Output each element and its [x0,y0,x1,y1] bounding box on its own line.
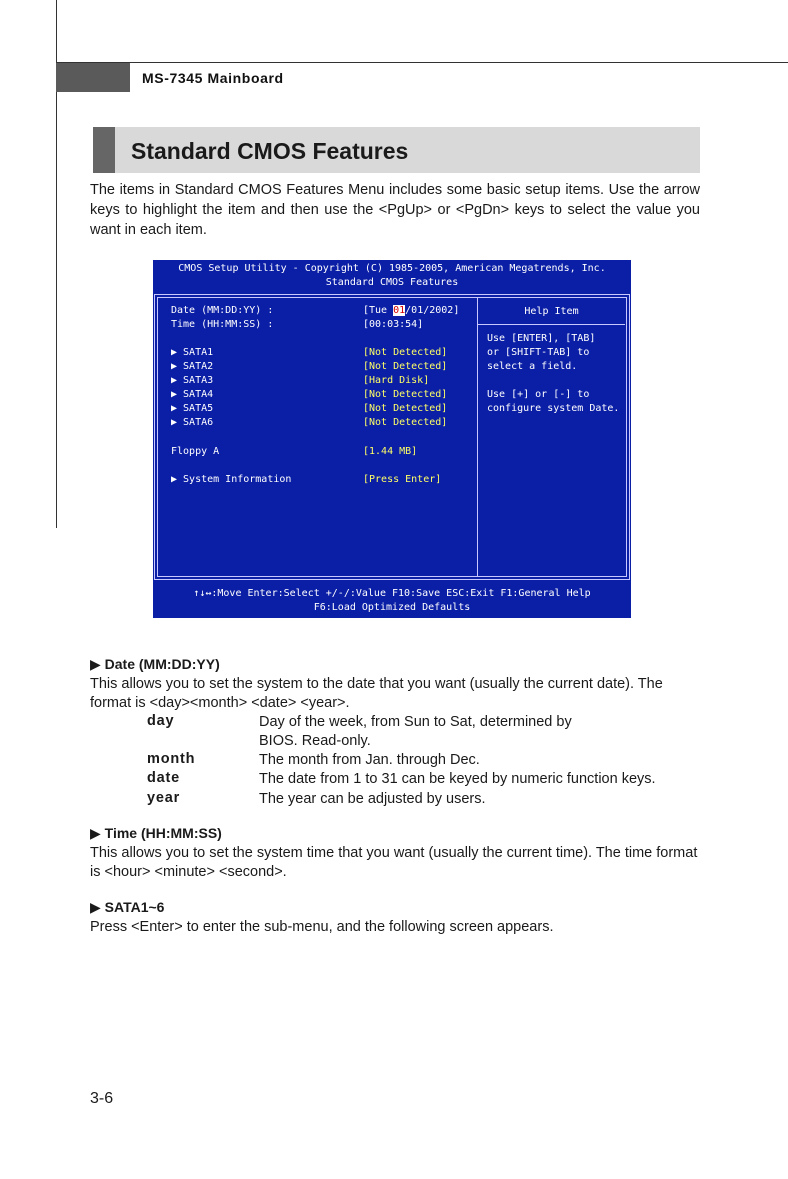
section-title-band [93,127,700,173]
bios-sata3-value: [Hard Disk] [363,375,430,386]
bios-floppy-label: Floppy A [171,446,220,457]
bios-help-line: select a field. [487,361,578,372]
bios-date-highlight[interactable]: 01 [393,305,406,316]
header-rule [56,62,788,63]
bios-help-line: configure system Date. [487,403,620,414]
sata-heading: ▶ SATA1~6 [90,899,165,915]
bios-screenshot [153,260,631,618]
bios-help-line: Use [ENTER], [TAB] [487,333,596,344]
intro-paragraph: The items in Standard CMOS Features Menu includes some basic setup items. Use the arrow keys to highlight the item and then use the <PgUp> or <PgDn> keys to select the value you want in each item. [90,182,700,238]
def-day-line1: Day of the week, from Sun to Sat, determined by [259,714,572,730]
term-year: year [147,790,181,806]
bios-sysinfo-value: [Press Enter] [363,474,442,485]
term-day: day [147,713,175,729]
bios-sata4-label[interactable]: ▶ SATA4 [171,389,214,400]
bios-time-label: Time (HH:MM:SS) : [171,319,274,330]
def-day-line2: BIOS. Read-only. [259,733,371,749]
section-title-marker [93,127,115,173]
header-tab-block [56,63,130,92]
bios-help-divider [477,297,478,577]
bios-date-suffix: /01/2002] [405,305,460,316]
bios-sata1-value: [Not Detected] [363,347,448,358]
time-heading: ▶ Time (HH:MM:SS) [90,825,222,841]
bios-sata3-label[interactable]: ▶ SATA3 [171,375,214,386]
bios-footer-keys: ↑↓↔:Move Enter:Select +/-/:Value F10:Save ESC:Exit F1:General Help [193,588,591,599]
bios-help-title-divider [478,324,625,325]
page-number: 3-6 [90,1090,114,1107]
bios-time-value[interactable]: [00:03:54] [363,319,424,330]
time-description: This allows you to set the system time that you want (usually the current time). The time format is <hour> <minute> <second>. [90,845,698,880]
manual-header-title: MS-7345 Mainboard [142,70,284,86]
bios-subtitle: Standard CMOS Features [325,277,459,288]
def-year: The year can be adjusted by users. [259,791,486,807]
date-description: This allows you to set the system to the date that you want (usually the current date). The format is <day><month> <date> <year>. [90,676,663,711]
bios-sata5-label[interactable]: ▶ SATA5 [171,403,214,414]
bios-help-title: Help Item [524,306,579,317]
bios-sata2-value: [Not Detected] [363,361,448,372]
term-month: month [147,751,196,767]
def-month: The month from Jan. through Dec. [259,752,480,768]
section-title: Standard CMOS Features [131,138,409,164]
term-date: date [147,770,181,786]
bios-sysinfo-label[interactable]: ▶ System Information [171,474,292,485]
bios-sata1-label[interactable]: ▶ SATA1 [171,347,214,358]
bios-sata6-value: [Not Detected] [363,417,448,428]
bios-date-prefix: [Tue [363,305,394,316]
bios-floppy-value[interactable]: [1.44 MB] [363,446,418,457]
bios-help-line: Use [+] or [-] to [487,389,590,400]
bios-footer-defaults: F6:Load Optimized Defaults [313,602,471,613]
bios-help-line: or [SHIFT-TAB] to [487,347,590,358]
sata-description: Press <Enter> to enter the sub-menu, and the following screen appears. [90,919,554,935]
bios-sata6-label[interactable]: ▶ SATA6 [171,417,214,428]
bios-sata5-value: [Not Detected] [363,403,448,414]
bios-sata4-value: [Not Detected] [363,389,448,400]
def-date: The date from 1 to 31 can be keyed by numeric function keys. [259,771,656,787]
bios-date-value[interactable] [363,305,459,316]
bios-title: CMOS Setup Utility - Copyright (C) 1985-2005, American Megatrends, Inc. [178,263,606,274]
bios-date-label: Date (MM:DD:YY) : [171,305,274,316]
date-heading: ▶ Date (MM:DD:YY) [90,656,220,672]
bios-sata2-label[interactable]: ▶ SATA2 [171,361,214,372]
